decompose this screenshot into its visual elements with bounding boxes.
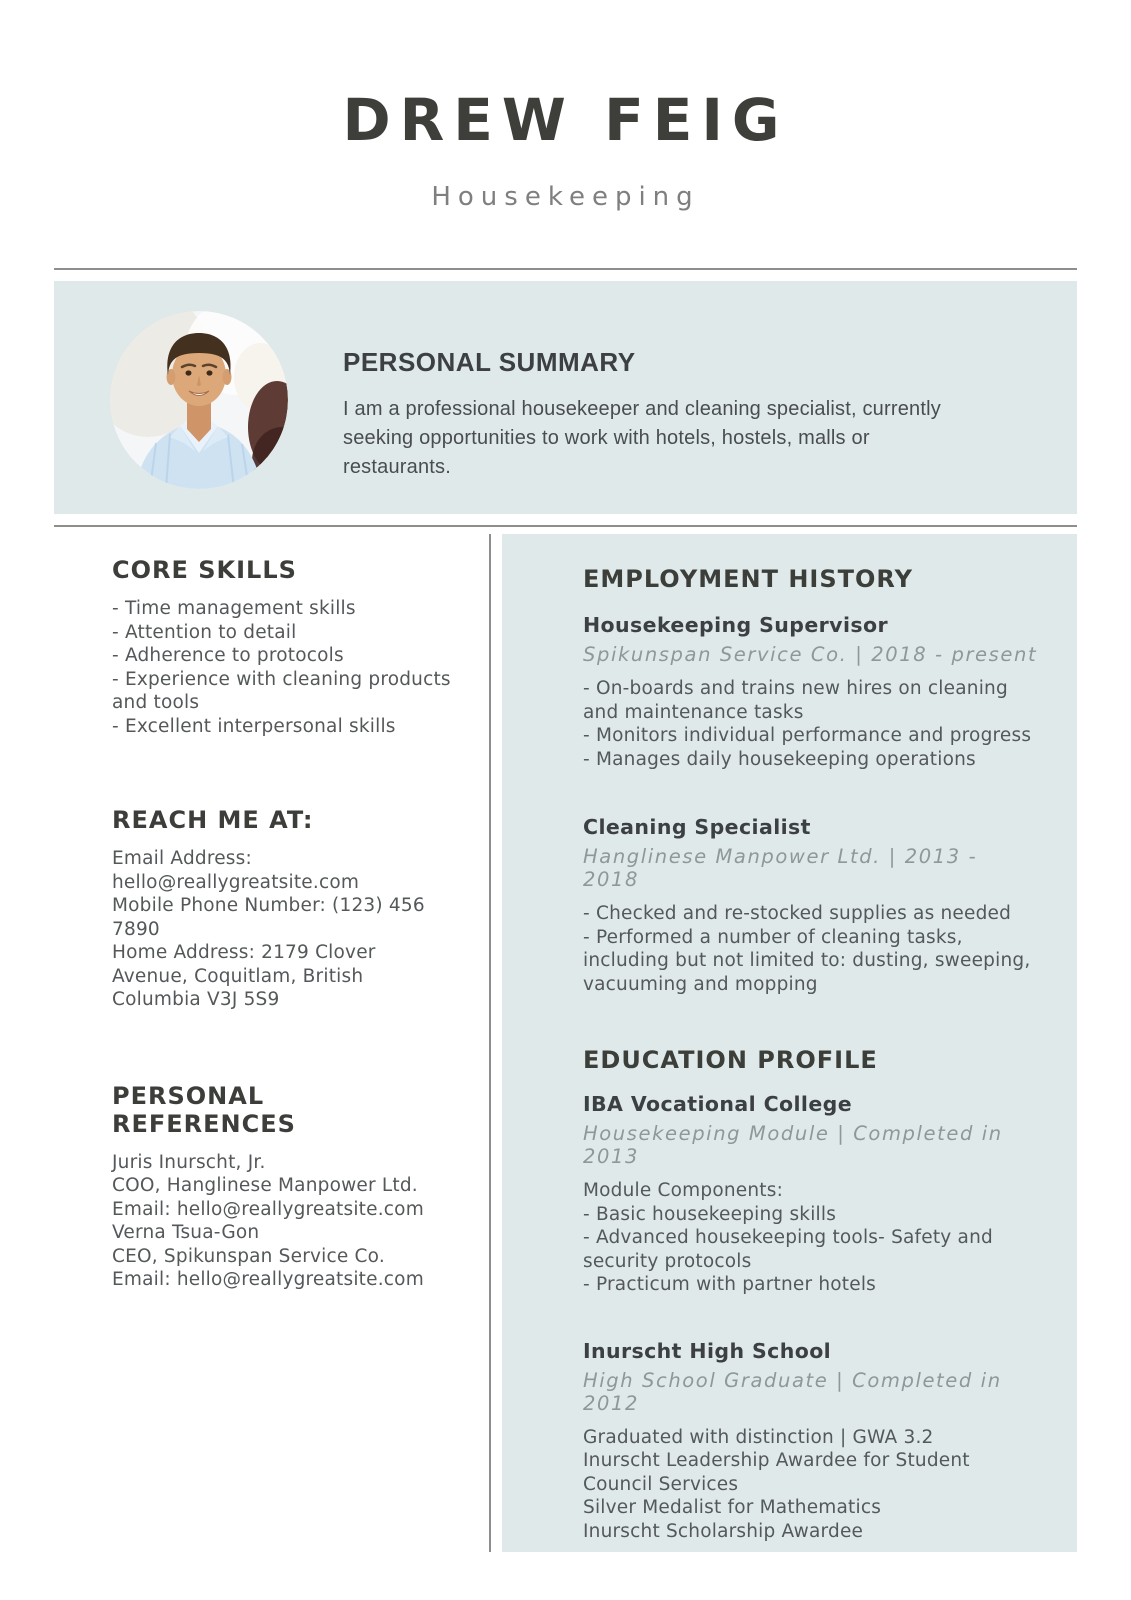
references-list: [112, 1151, 456, 1292]
school-detail: - Basic housekeeping skills: [583, 1203, 837, 1225]
page-title: DREW FEIG: [342, 86, 789, 154]
job-bullet: - Monitors individual performance and progress: [583, 725, 1032, 746]
contact-address: Home Address: 2179 Clover Avenue, Coquitlam, British Columbia V3J 5S9: [112, 942, 376, 1010]
school-detail: Graduated with distinction | GWA 3.2: [583, 1426, 934, 1448]
reach-me-section: [112, 806, 456, 1012]
column-divider: [489, 534, 491, 1552]
list-item: - Excellent interpersonal skills: [112, 715, 396, 737]
reference-line: CEO, Spikunspan Service Co.: [112, 1245, 385, 1267]
contact-line: Email Address:: [112, 848, 252, 869]
job-bullet: - Performed a number of cleaning tasks, including but not limited to: dusting, sweeping, vacuuming and mopping: [583, 926, 1031, 995]
reference-line: Email: hello@reallygreatsite.com: [112, 1198, 424, 1220]
school-entry: [583, 1092, 1039, 1297]
profile-photo: [110, 311, 288, 489]
school-detail: Silver Medalist for Mathematics: [583, 1497, 882, 1518]
right-column-panel: [502, 534, 1077, 1552]
list-item: - Time management skills: [112, 598, 356, 619]
core-skills-section: [112, 556, 456, 738]
reference-line: COO, Hanglinese Manpower Ltd.: [112, 1175, 418, 1196]
job-entry: [583, 613, 1039, 771]
school-detail: Inurscht Leadership Awardee for Student Council Services: [583, 1450, 970, 1495]
job-bullet: - Manages daily housekeeping operations: [583, 748, 976, 770]
header: [0, 86, 1131, 212]
core-skills-heading: CORE SKILLS: [112, 556, 297, 584]
list-item: - Adherence to protocols: [112, 645, 344, 666]
school-meta: High School Graduate | Completed in 2012: [583, 1368, 1002, 1415]
references-heading: PERSONAL REFERENCES: [112, 1081, 296, 1138]
personal-summary: [343, 347, 983, 482]
job-title: Housekeeping Supervisor: [583, 613, 888, 637]
job-bullets: [583, 677, 1039, 771]
middle-divider: [54, 525, 1077, 527]
school-entry: [583, 1339, 1039, 1544]
school-title: Inurscht High School: [583, 1338, 832, 1363]
school-details: [583, 1179, 1039, 1297]
job-bullets: [583, 902, 1039, 996]
personal-summary-body: I am a professional housekeeper and cleaning specialist, currently seeking opportunities to work with hotels, hostels, malls or restaurants.: [343, 398, 941, 478]
education-profile-section: [583, 1046, 1039, 1543]
personal-summary-heading: PERSONAL SUMMARY: [343, 347, 636, 377]
profile-photo-illustration: [110, 311, 288, 489]
list-item: - Experience with cleaning products and tools: [112, 668, 451, 713]
school-detail: - Advanced housekeeping tools- Safety and security protocols: [583, 1227, 993, 1272]
contact-phone: Mobile Phone Number: (123) 456 7890: [112, 895, 425, 940]
job-title: Cleaning Specialist: [583, 815, 811, 839]
job-meta: Hanglinese Manpower Ltd. | 2013 - 2018: [583, 845, 978, 891]
reference-line: Email: hello@reallygreatsite.com: [112, 1269, 424, 1290]
job-bullet: - Checked and re-stocked supplies as needed: [583, 903, 1012, 924]
reference-line: Juris Inurscht, Jr.: [112, 1151, 266, 1173]
list-item: - Attention to detail: [112, 621, 297, 643]
school-title: IBA Vocational College: [583, 1092, 853, 1116]
reference-line: Verna Tsua-Gon: [112, 1222, 260, 1243]
contact-email: hello@reallygreatsite.com: [112, 871, 360, 893]
employment-history-section: [583, 565, 1039, 996]
school-detail: Module Components:: [583, 1180, 784, 1201]
personal-summary-band: [54, 281, 1077, 514]
reach-me-heading: REACH ME AT:: [112, 806, 314, 834]
school-detail: Inurscht Scholarship Awardee: [583, 1520, 864, 1542]
school-meta: Housekeeping Module | Completed in 2013: [583, 1122, 1003, 1168]
contact-list: [112, 847, 456, 1012]
job-bullet: - On-boards and trains new hires on cleaning and maintenance tasks: [583, 678, 1008, 723]
core-skills-list: [112, 597, 456, 738]
employment-history-heading: EMPLOYMENT HISTORY: [583, 565, 913, 593]
references-section: [112, 1082, 456, 1292]
left-column: [112, 556, 456, 1292]
job-entry: [583, 815, 1039, 996]
top-divider: [54, 268, 1077, 270]
job-meta: Spikunspan Service Co. | 2018 - present: [583, 643, 1038, 666]
job-role-subtitle: Housekeeping: [431, 182, 700, 212]
education-profile-heading: EDUCATION PROFILE: [583, 1046, 878, 1074]
school-detail: - Practicum with partner hotels: [583, 1274, 877, 1295]
school-details: [583, 1426, 1039, 1544]
